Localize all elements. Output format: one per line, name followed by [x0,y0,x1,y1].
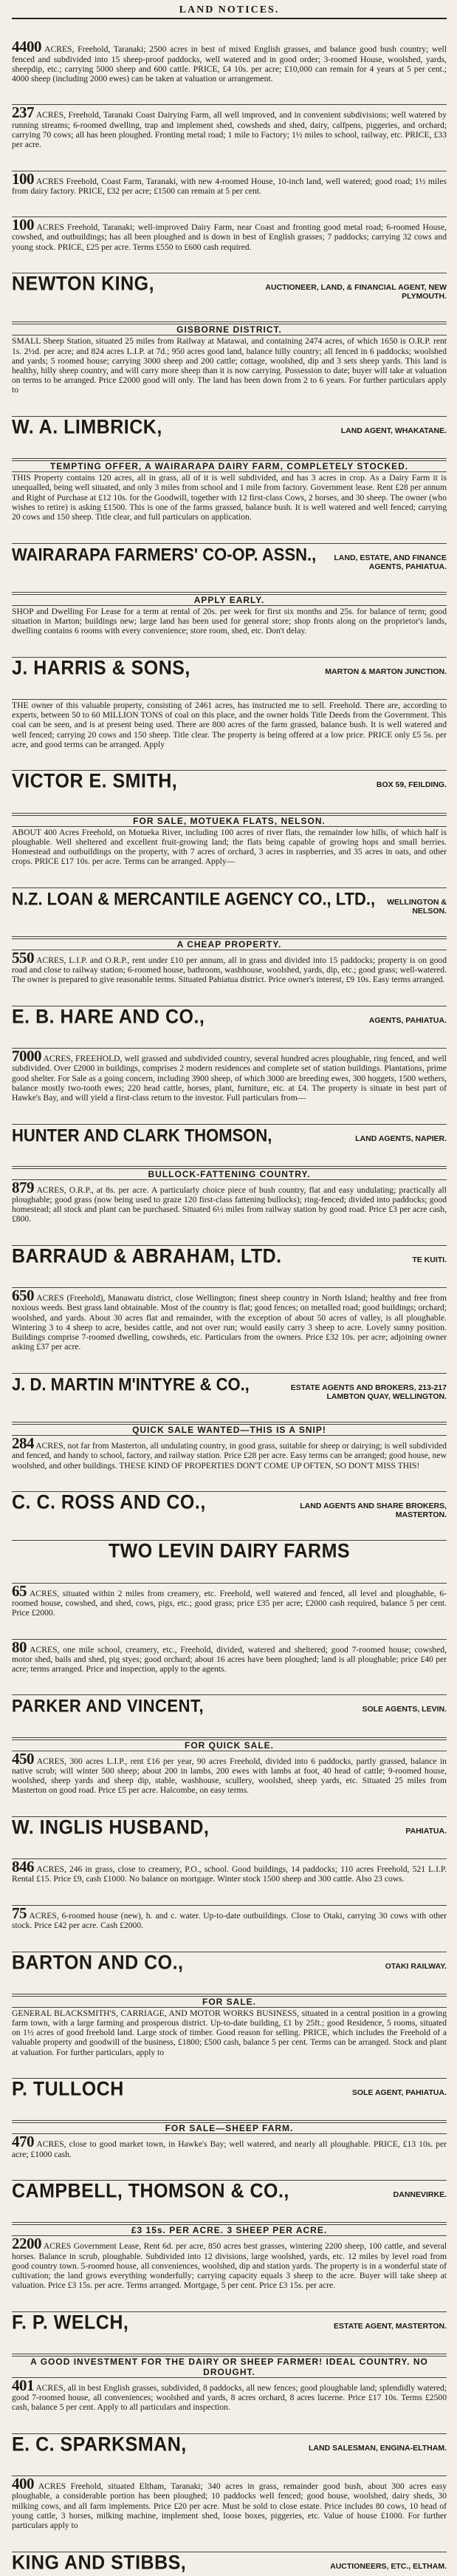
agent-address: SOLE AGENTS, LEVIN. [362,1705,447,1714]
ad-body-text: ACRES, close to good market town, in Hawke's Bay; well watered, and nearly all ploughable. PRICE, £13 10s. per acre; £1000 cash. [12,2139,447,2159]
agent-address: LAND, ESTATE, AND FINANCE AGENTS, PAHIATUA. [334,553,447,571]
advertisement [12,217,447,252]
ad-signature-row [12,1490,447,1519]
ad-acreage-figure: 400 [12,2475,34,2493]
ad-body [12,1749,447,1796]
agent-address: LAND SALESMAN, ENGINA-ELTHAM. [308,2443,447,2453]
agent-name: F. P. WELCH, [12,2311,129,2334]
advertisement [12,1422,447,1471]
agent-name: PARKER AND VINCENT, [12,1696,205,1717]
ad-body-text: ACRES Freehold, Coast Farm, Taranaki, with new 4-roomed House, 10-inch land, well watered; good road; 1½ miles from dairy factory. PRICE, £32 per acre; £1500 can remain at 5 per cent. [12,176,447,196]
advertisement [12,1905,447,1930]
ad-acreage-figure: 450 [12,1749,34,1768]
advertisement [12,1583,447,1618]
agent-address: WELLINGTON & NELSON. [387,897,447,916]
ad-body-text: ACRES, 246 in grass, close to creamery, P.O., school. Good buildings, 14 paddocks; 110 acres Freehold, 521 L.I.P. Rental £15. Price £9, cash £1000. No balance on mortgage. Winter stock 1500 sheep and 300 cattle. Also 23 cows. [12,1864,447,1884]
ad-body [12,1434,447,1471]
ad-body-text: ACRES, FREEHOLD, well grassed and subdivided country, several hundred acres ploughable, ring fenced, and well subdivided. Over £2000 in buildings, comprises 2 modern residences and complete set of station buildings. Plantations, prime good shelter. For Sale as a going concern, including 3900 sheep, of which 3000 are breeding ewes, 300 hoggets, 1500 wethers, balance mostly two-tooth ewes; 220 head cattle, horses, plant, furniture, etc. at £4. The property is situate in best part of Hawke's Bay, and will yield a first-class return to the investor. Full particulars from— [12,1054,447,1103]
ad-acreage-figure: 846 [12,1858,34,1876]
ad-body-text: ACRES, 300 acres L.I.P., rent £16 per year, 90 acres Freehold, divided into 6 paddocks, partly grassed, balance in native scrub; will winter 500 sheep; about 200 in lambs, 200 ewes with lambs at foot, 40 head of cattle; 9-roomed house, woolshed, sheep yards and sheep dip, stable, washhouse, scullery, woolshed, sheep yards, etc. Situated 25 miles from Masterton on good road. Price £5 per acre. Halcombe, on easy terms. [12,1756,447,1796]
advertisement [12,1373,447,1401]
ad-body [12,1581,447,1618]
ad-section-heading: TEMPTING OFFER, A WAIRARAPA DAIRY FARM, COMPLETELY STOCKED. [12,460,447,472]
advertisement [12,2552,447,2573]
ad-body-text: ACRES, O.R.P., at 8s. per acre. A particularly choice piece of bush country, flat and easy undulating; practically all ploughable; good grass (now being used to graze 120 first-class fattening bullocks); ring-fenced; divided into paddocks; good homestead; all stock and plant can be purchased. Situated 6½ miles from railway station by good road. Price £3 per acre cash, £800. [12,1185,447,1224]
agent-address: OTAKI RAILWAY. [385,1961,447,1971]
ad-signature-row [12,2553,447,2573]
ad-body-text: ACRES Freehold, situated Eltham, Taranaki; 340 acres in grass, remainder good bush, about 300 acres easy ploughable, a considerable portion has been ploughed; 10 paddocks well fenced; good house, woolshed, dairy sheds, 30 milking cows, and all farm implements. Price £20 per acre. Must be sold to close estate. Price includes 80 cows, 10 head of young cattle, 3 horses, milking machine, implement shed, loose boxes, piggeries, etc. Value of house £1000. For further particulars apply to [12,2481,447,2531]
agent-name: W. INGLIS HUSBAND, [12,1816,210,1839]
advertisement [12,1287,447,1352]
advertisement [12,1048,447,1103]
ad-body [12,828,447,867]
ad-body-text: ACRES, Freehold, Taranaki Coast Dairying Farm, all well improved, and in convenient subdivisions; well watered by running streams; 6-roomed dwelling, trap and implement shed, cowsheds and shed, dairy, calfpens, piggeries, and orchard; carrying 70 cows; all has been ploughed. Fronting metal road; 1 mile to Factory; 1½ miles to school, railway, etc. PRICE, £33 per acre. [12,110,447,150]
advertisement [12,543,447,571]
agent-address: AUCTIONEER, LAND, & FINANCIAL AGENT, NEW PLYMOUTH. [265,283,447,301]
ad-body-text: ACRES, all in best English grasses, subdivided, 8 paddocks, all new fences; good ploughable land; splendidly watered; good 7-roomed house, all conveniences; woolshed and yards, 8 acres orchard, 8 acres lucerne. Price £17 10s. Terms £2500 cash, balance 5 per cent. Apply to all particulars and inspection. [12,2383,447,2413]
advertisement [12,657,447,678]
ad-signature-row [12,274,447,301]
ad-section-heading: FOR SALE. [12,1996,447,2008]
ad-body-text: GENERAL BLACKSMITH'S, CARRIAGE, AND MOTOR WORKS BUSINESS, situated in a central position in a growing farm town, with a large farming and prosperous district. Up-to-date building, £1 by 25ft.; good Residence, 5 rooms, situated on 1½ acres of good freehold land. Large stock of timber. Good reason for selling. PRICE, which includes the Freehold of a valuable property and goodwill of the business, £1800; £500 cash, balance 5 per cent. Terms can be arranged. Stock and plant at valuation. For further particulars, apply to [12,2008,447,2057]
ad-section-heading: QUICK SALE WANTED—THIS IS A SNIP! [12,1424,447,1436]
ad-acreage-figure: 4400 [12,38,41,56]
advertisement [12,2476,447,2530]
ad-body [12,2237,447,2290]
ad-body-text: THIS Property contains 120 acres, all in grass, all of it is well subdivided, and has 3 acres in crop. As a Dairy Farm it is unequalled, being well situated, and only 3 miles from school and 1 mile from factory. Government lease. Rent £28 per annum and Right of Purchase at £12 10s. for the Goodwill, together with 12 first-class Cows, 2 horses, and 30 sheep. The owner (who wishes to retire) is asking £1500. This is one of the farms grassed, balance bush. It is well watered and well fenced; carrying 20 cows and 150 sheep. Title clear, and full particulars on application. [12,473,447,522]
agent-address: BOX 59, FEILDING. [376,780,447,790]
ad-body-text: ACRES (Freehold), Manawatu district, close Wellington; finest sheep country in North Island; healthy and free from noxious weeds. Best grass land obtainable. Most of the country is flat; good fences; on metalled road; good buildings; orchard; woolshed, and yards. About 30 acres flat and remainder, with the exception of about 50 acres of valley, is all ploughable. Wintering 3 to 4 sheep to acre, besides cattle, and not over run; would easily carry 3 sheep to acre. Lovely sunny position. Buildings comprise 7-roomed dwelling, cowsheds, etc. Particulars from the owners. Price £32 10s. per acre; adjoining owner asking £37 per acre. [12,1293,447,1352]
ad-acreage-figure: 550 [12,949,34,967]
ad-signature-row [12,2435,447,2455]
ad-acreage-figure: 100 [12,169,34,188]
advertisement [12,1006,447,1027]
ad-section-heading: FOR SALE, MOTUEKA FLATS, NELSON. [12,815,447,827]
agent-name: BARRAUD & ABRAHAM, LTD. [12,1244,282,1268]
advertisement [12,458,447,522]
ad-section-heading: £3 15s. PER ACRE. 3 SHEEP PER ACRE. [12,2224,447,2236]
ad-body [12,1178,447,1224]
agent-name: J. HARRIS & SONS, [12,656,190,679]
ad-signature-row [12,1818,447,1838]
ad-body [12,607,447,636]
ad-body [12,169,447,196]
ad-body-text: ACRES, L.I.P. and O.R.P., rent under £10 per annum, all in grass and divided into 15 paddocks; property is on good road and close to railway station; 6-roomed house, bathroom, washhouse, woolshed, yards, dip, etc.; good grass; well-watered. The owner is prepared to give reasonable terms. Situated Pahiatua district. Price owner's interest, £9 10s. Easy terms arranged. [12,955,447,985]
ad-body [12,103,447,150]
ad-body-text: ACRES, one mile school, creamery, etc., Freehold, divided, watered and sheltered; good 7-roomed house; cowshed, motor shed, bails and shed, pig styes; good orchard; about 16 acres have been ploughed; land is all ploughable; price £40 per acre; terms arranged. Price and inspection, apply to the agents. [12,1644,447,1674]
ad-signature-row [12,1696,447,1716]
ad-acreage-figure: 100 [12,216,34,234]
advertisement [12,770,447,791]
advertisement [12,104,447,149]
ad-body [12,336,447,395]
ad-signature-row [12,1125,447,1145]
advertisement [12,1540,447,1561]
advertisement [12,2222,447,2290]
ad-body [12,1860,447,1884]
advertisement [12,1994,447,2057]
agent-name: J. D. MARTIN M'INTYRE & CO., [12,1374,250,1394]
ad-section-heading: A CHEAP PROPERTY. [12,938,447,950]
agent-address: AUCTIONEERS, ETC., ELTHAM. [330,2561,447,2571]
ad-acreage-figure: 284 [12,1434,34,1453]
ad-acreage-figure: 650 [12,1287,34,1305]
ad-acreage-figure: 80 [12,1638,27,1656]
ad-signature-row [12,1244,447,1268]
advertisement [12,171,447,196]
agent-name: E. C. SPARKSMAN, [12,2433,187,2456]
advertisement [12,592,447,636]
agent-name: C. C. ROSS AND CO., [12,1490,206,1514]
agent-name: CAMPBELL, THOMSON & CO., [12,2179,289,2203]
ad-body-text: ACRES Freehold, Taranaki; well-improved Dairy Farm, near Coast and fronting good metal road; 6-roomed House, cowshed, and outbuildings; has all been ploughed and is down in best of English grasses; 7 paddocks; carrying 32 cows and young stock. PRICE, £25 per acre. Terms £550 to £600 cash required. [12,222,447,252]
agent-address: ESTATE AGENT, MASTERTON. [333,2321,447,2331]
advertisement [12,40,447,84]
ad-body-text: ACRES, not far from Masterton, all undulating country, in good grass, suitable for sheep or dairying; is well subdivided and fenced, and handy to school, factory, and railway station. Price £28 per acre. Easy terms can be arranged; good house, new woolshed, and other buildings. THESE KIND OF PROPERTIES DON'T COME UP OFTEN, SO DON'T MISS THIS! [12,1441,447,1471]
ad-body [12,2477,447,2530]
ad-body-text: SHOP and Dwelling For Lease for a term at rental of 20s. per week for first six months and 25s. for balance of term; good situation in Marton; buildings new; large land has been used for general store; shop fronts along on the proprietor's lands, dwelling contains 6 rooms with every convenience; store room, shed, etc. Don't delay. [12,606,447,636]
ad-acreage-figure: 237 [12,103,34,122]
advertisement [12,2078,447,2099]
advertisement [12,2433,447,2455]
ad-signature-row [12,415,447,439]
ad-headline: TWO LEVIN DAIRY FARMS [108,1540,351,1563]
ad-section-heading: GISBORNE DISTRICT. [12,324,447,335]
advertisement [12,2180,447,2201]
advertisement [12,321,447,395]
advertisement [12,1737,447,1796]
advertisement [12,813,447,867]
ad-acreage-figure: 2200 [12,2235,41,2253]
ad-body [12,2135,447,2158]
ad-signature-row [12,2079,447,2099]
advertisement [12,2311,447,2333]
ad-acreage-figure: 470 [12,2133,34,2151]
advertisement [12,699,447,749]
ad-section-heading: A GOOD INVESTMENT FOR THE DAIRY OR SHEEP FARMER! IDEAL COUNTRY. NO DROUGHT. [12,2356,447,2378]
ad-body [12,1289,447,1352]
advertisement [12,2120,447,2158]
advertisement [12,1491,447,1519]
agent-name: WAIRARAPA FARMERS' CO-OP. ASSN., [12,544,317,565]
ad-signature-row [12,1953,447,1973]
agent-name: N.Z. LOAN & MERCANTILE AGENCY CO., LTD., [12,888,376,909]
advertisement [12,887,447,916]
ad-signature-row [12,545,447,571]
ad-body [12,701,447,749]
ad-section-heading: APPLY EARLY. [12,594,447,606]
agent-address: ESTATE AGENTS AND BROKERS, 213-217 LAMBTON QUAY, WELLINGTON. [290,1383,447,1401]
ad-body-text: ACRES, situated within 2 miles from creamery, etc. Freehold, well watered and fenced, all level and ploughable, 6-roomed house, cowshed, and shed, cows, pigs, etc.; good grass; price £35 per acre; £2000 cash required, balance 5 per cent. Price £2000. [12,1588,447,1618]
ad-acreage-figure: 879 [12,1178,34,1196]
ad-body-text: SMALL Sheep Station, situated 25 miles from Railway at Matawai, and containing 2474 acres, of which 1650 is O.R.P. rent 1s. 2½d. per acre; and 824 acres L.I.P. at 7d.; 950 acres good land, balance hilly country; all fenced in 6 paddocks; woolshed and yards; 5 roomed house; carrying 3000 sheep and 200 cattle; cottage, woolshed, dip and 3 sets sheep yards. This land is healthy, hilly sheep country, and will carry more sheep than it is now carrying. Possession to date; buyer will take at valuation on terms to be arranged. Price £2000 good will only. The land has been down from 2 to 6 years. For further particulars apply to [12,336,447,395]
agent-address: DANNEVIRKE. [393,2190,447,2200]
advertisement [12,2354,447,2413]
advertisement [12,1124,447,1145]
advertisement [12,1166,447,1224]
agent-address: LAND AGENT, WHAKATANE. [340,426,447,435]
agent-address: PAHIATUA. [405,1826,447,1836]
ad-body [12,2376,447,2413]
ad-body [12,951,447,985]
advertisement [12,1858,447,1884]
agent-address: SOLE AGENT, PAHIATUA. [351,2088,447,2098]
ad-acreage-figure: 75 [12,1904,27,1922]
advertisement [12,1952,447,1973]
agent-name: KING AND STIBBS, [12,2551,187,2574]
advertisement [12,1816,447,1838]
ad-body-text: ABOUT 400 Acres Freehold, on Motueka River, including 100 acres of river flats, the remainder low hills, of which half is ploughable. Well sheltered and excellent fruit-growing land; the flats being capable of growing hops and small berries. Homestead and outbuildings on the property, with 7 acres of orchard, 3 acres in raspberries, and 35 acres in oats, and other crops. PRICE £17 10s. per acre. Terms can be arranged. Apply— [12,827,447,867]
ad-signature-row [12,889,447,916]
ad-body-text: ACRES Government Lease, Rent 6d. per acre, 850 acres best grasses, wintering 2200 sheep, 100 cattle, and several horses. Balance in scrub, ploughable. Subdivided into 12 divisions, large woolshed, yards, etc. 12 miles by level road from good country town. 5-roomed house, all conveniences, woolshed, dip and station yards. The property is in a wonderful state of cultivation; the land grows everything wonderfully; carrying capacity equals 3 sheep to the acre. Buyer will take sheep at valuation. Price £3 15s. per acre. Terms arranged. Mortgage, 5 per cent. Price £3 15s. per acre. [12,2241,447,2291]
ad-signature-row [12,1007,447,1027]
agent-address: MARTON & MARTON JUNCTION. [325,667,447,676]
agent-address: LAND AGENTS AND SHARE BROKERS, MASTERTON. [300,1502,447,1519]
ad-section-heading: FOR QUICK SALE. [12,1740,447,1751]
ad-signature-row [12,2181,447,2201]
agent-name: VICTOR E. SMITH, [12,770,178,793]
agent-name: BARTON AND CO., [12,1951,184,1974]
masthead-title: LAND NOTICES. [12,4,447,19]
ad-body [12,1640,447,1674]
ad-signature-row [12,1374,447,1401]
ad-body-text: ACRES, 6-roomed house (new), h. and c. water. Up-to-date outbuildings. Close to Otaki, carrying 30 cows with other stock. Price £42 per acre. Cash £2000. [12,1910,447,1931]
ad-section-heading: FOR SALE—SHEEP FARM. [12,2122,447,2134]
advertisement [12,1639,447,1674]
agent-name: NEWTON KING, [12,272,155,296]
ad-body [12,2008,447,2057]
advertisement [12,416,447,437]
ad-body [12,1904,447,1931]
agent-name: W. A. LIMBRICK, [12,415,162,439]
ad-body [12,218,447,252]
agent-address: LAND AGENTS, NAPIER. [355,1134,447,1143]
advertisement [12,1245,447,1267]
agent-name: HUNTER AND CLARK THOMSON, [12,1125,272,1145]
ad-acreage-figure: 65 [12,1581,27,1600]
agent-name: P. TULLOCH [12,2077,124,2101]
ad-body [12,40,447,84]
ad-signature-row [12,771,447,791]
advertisement [12,273,447,301]
ad-body [12,1049,447,1103]
ad-acreage-figure: 7000 [12,1047,41,1066]
ad-acreage-figure: 401 [12,2376,34,2395]
advertisement [12,936,447,985]
ad-body [12,473,447,522]
advertisement [12,1694,447,1716]
agent-address: AGENTS, PAHIATUA. [368,1015,447,1025]
ad-body-text: ACRES, Freehold, Taranaki; 2500 acres in best of mixed English grasses, and balance good bush country; well fenced and subdivided into 15 sheep-proof paddocks, well watered and in good order; 3-roomed House, woolshed, yards, sheepdip, etc.; carrying 5000 sheep and 600 cattle. PRICE, £4 10s. per acre; £10,000 can remain for 4 years at 5 per cent.; 4000 sheep (including 2000 ewes) can be taken at valuation or arrangement. [12,44,447,84]
agent-name: E. B. HARE AND CO., [12,1005,205,1029]
ad-body-text: THE owner of this valuable property, consisting of 2461 acres, has instructed me to sell. Freehold. There are, according to experts, between 50 to 60 MILLION TONS of coal on this place, and the owner holds Title Deeds from the Government. This coal can be seen, and is at present being used. There are 800 acres of the farm grassed, balance bush. It is well watered and well fenced; carrying 20 cows and 150 sheep. Title clear. The property is being offered at a low price. PRICE only £5 5s. per acre, and good terms can be arranged. Apply [12,701,447,749]
ad-signature-row [12,2313,447,2333]
ad-section-heading: BULLOCK-FATTENING COUNTRY. [12,1168,447,1180]
ad-signature-row [12,658,447,678]
agent-address: TE KUITI. [412,1255,447,1264]
